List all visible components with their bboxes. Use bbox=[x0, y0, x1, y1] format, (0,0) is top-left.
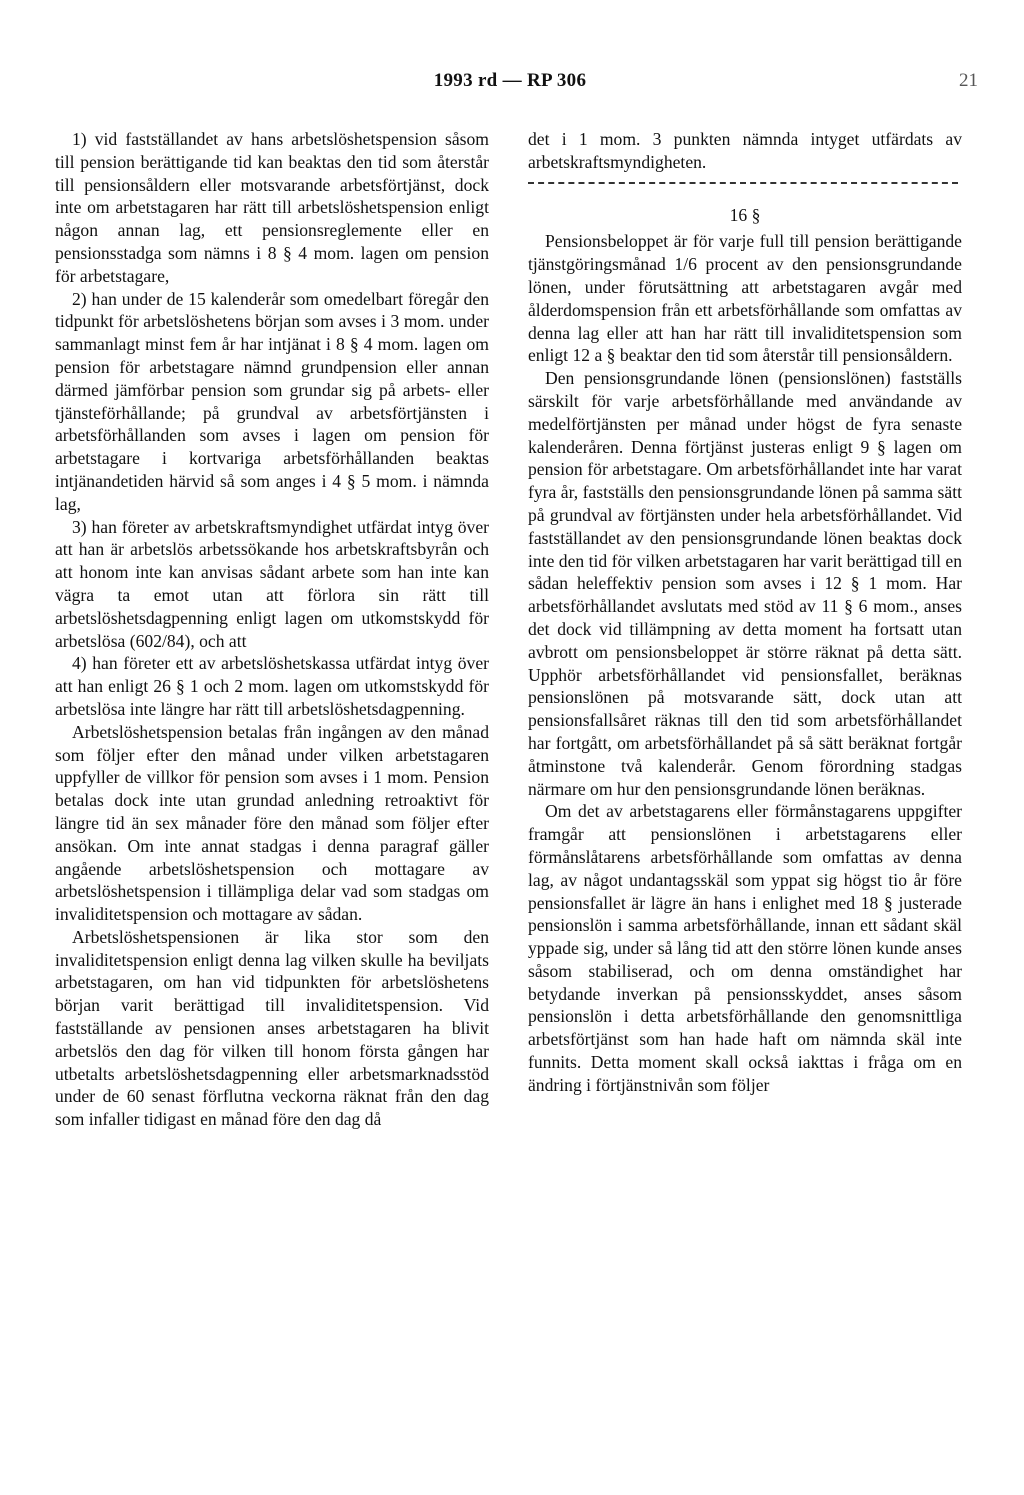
section-heading: 16 § bbox=[729, 204, 761, 225]
section-divider bbox=[528, 182, 958, 184]
paragraph: det i 1 mom. 3 punkten nämnda intyget utfärdats av arbetskraftsmyndigheten. bbox=[528, 129, 962, 172]
paragraph: Arbetslöshetspensionen är lika stor som den invaliditetspension enligt denna lag vilken skulle ha beviljats arbetstagaren, om han vid tidpunkten för arbetslöshetens början varit berättigad till invaliditetspension. Vid fastställande av pensionen anses arbetstagaren ha blivit arbetslös den dag för vilken till honom första gången har utbetalts arbetslöshetsdagpenning eller arbetsmarknadsstöd under de 60 senast förflutna veckorna räknat från den dag som infaller tidigast en månad före den dag då bbox=[55, 926, 489, 1130]
paragraph: 2) han under de 15 kalenderår som omedelbart föregår den tidpunkt för arbetslöshetens början som avses i 3 mom. under sammanlagt minst fem år har intjänat i 8 § 4 mom. lagen om pension för arbetstagare nämnd grundpension eller annan därmed jämförbar pension som grundar sig på arbets- eller tjänsteförhållande; på grundval av arbetsförtjänsten i arbetsförhållanden som avses i lagen om pension för arbetstagare i kortvariga arbetsförhållanden beaktas intjänandetiden härvid så som anges i 4 § 5 mom. i nämnda lag, bbox=[55, 288, 489, 514]
paragraph: Pensionsbeloppet är för varje full till pension berättigande tjänstgöringsmånad 1/6 procent av den pensionsgrundande lönen, under förutsättning att arbetstagaren avgår med ålderdomspension från ett arbetsförhållande som omfattas av denna lag eller att han har rätt till invaliditetspension som enligt 12 a § beaktar den tid som återstår till pensionsåldern. bbox=[528, 231, 962, 366]
paragraph: Den pensionsgrundande lönen (pensionslönen) fastställs särskilt för varje arbetsförhållande med användande av medelförtjänsten per månad under högst de fyra senaste kalenderåren. Denna förtjänst justeras enligt 9 § lagen om pension för arbetstagare. Om arbetsförhållandet inte har varat fyra år, fastställs den pensionsgrundande lönen på samma sätt på grundval av förtjänsten under hela arbetsförhållandet. Vid fastställandet av den pensionsgrundande lönen beaktas dock inte den tid för vilken arbetstagaren har varit berättigad till en sådan heleffektiv pension som avses i 12 § 1 mom. Har arbetsförhållandet avslutats med stöd av 11 § 6 mom., anses det dock vid tillämpning av detta moment ha fortsatt utan avbrott om pensionsbeloppet är större räknat på detta sätt. Upphör arbetsförhållandet vid pensionsfallet, beräknas pensionslönen på motsvarande sätt, dock utan att pensionsfallsåret räknas till den tid som arbetsförhållandet har fortgått, om arbetsförhållandet på så sätt beräknat fortgår åtminstone två kalenderår. Genom förordning stadgas närmare om hur den pensionsgrundande lönen beräknas. bbox=[528, 368, 962, 799]
page-header bbox=[0, 70, 1024, 100]
page-number: 21 bbox=[959, 70, 978, 91]
paragraph: Om det av arbetstagarens eller förmånstagarens uppgifter framgår att pensionslönen i arbetstagarens eller förmånslåtarens arbetsförhållande som omfattas av denna lag, av något undantagsskäl som yppat sig högst tio år före pensionsfallet är lägre än hans i enlighet med 18 § justerade pensionslön i samma arbetsförhållande, innan ett sådant skäl yppade sig, under så lång tid att den större lönen kunde anses såsom stabiliserad, och om denna omständighet har betydande inverkan på pensionsskyddet, anses såsom pensionslön i detta arbetsförhållande den genomsnittliga arbetsförtjänst som han hade haft om nämnda skäl inte funnits. Detta moment skall också iakttas i fråga om en ändring i förtjänstnivån som följer bbox=[528, 801, 962, 1095]
left-column bbox=[55, 128, 489, 1131]
paragraph: 4) han företer ett av arbetslöshetskassa utfärdat intyg över att han enligt 26 § 1 och 2 mom. lagen om utkomstskydd för arbetslösa inte längre har rätt till arbetslöshetsdagpenning. bbox=[55, 653, 489, 719]
paragraph: Arbetslöshetspension betalas från ingången av den månad som följer efter den månad under vilken arbetstagaren uppfyller de villkor för pension som avses i 1 mom. Pension betalas dock inte utan grundad anledning retroaktivt för längre tid än sex månader före den månad som följer efter ansökan. Om inte annat stadgas i denna paragraf gäller angående arbetslöshetspension och mottagare av arbetslöshetspension i tillämpliga delar vad som stadgas om invaliditetspension och mottagare av sådan. bbox=[55, 721, 489, 925]
running-title: 1993 rd — RP 306 bbox=[433, 70, 587, 91]
right-column bbox=[528, 128, 962, 1097]
paragraph: 3) han företer av arbetskraftsmyndighet utfärdat intyg över att han är arbetslös arbetssökande hos arbetskraftsbyrån och att honom inte kan anvisas sådant arbete som han inte kan vägra ta emot utan att förlora sin rätt till arbetslöshetsdagpenning enligt lagen om utkomstskydd för arbetslösa (602/84), och att bbox=[55, 516, 489, 651]
paragraph: 1) vid fastställandet av hans arbetslöshetspension såsom till pension berättigande tid kan beaktas den tid som återstår till pensionsåldern eller motsvarande arbetsförtjänst, dock inte om arbetstagaren har rätt till arbetslöshetspension enligt någon annan lag, ett pensionsreglemente eller en pensionsstadga som nämns i 8 § 4 mom. lagen om pension för arbetstagare, bbox=[55, 129, 489, 286]
